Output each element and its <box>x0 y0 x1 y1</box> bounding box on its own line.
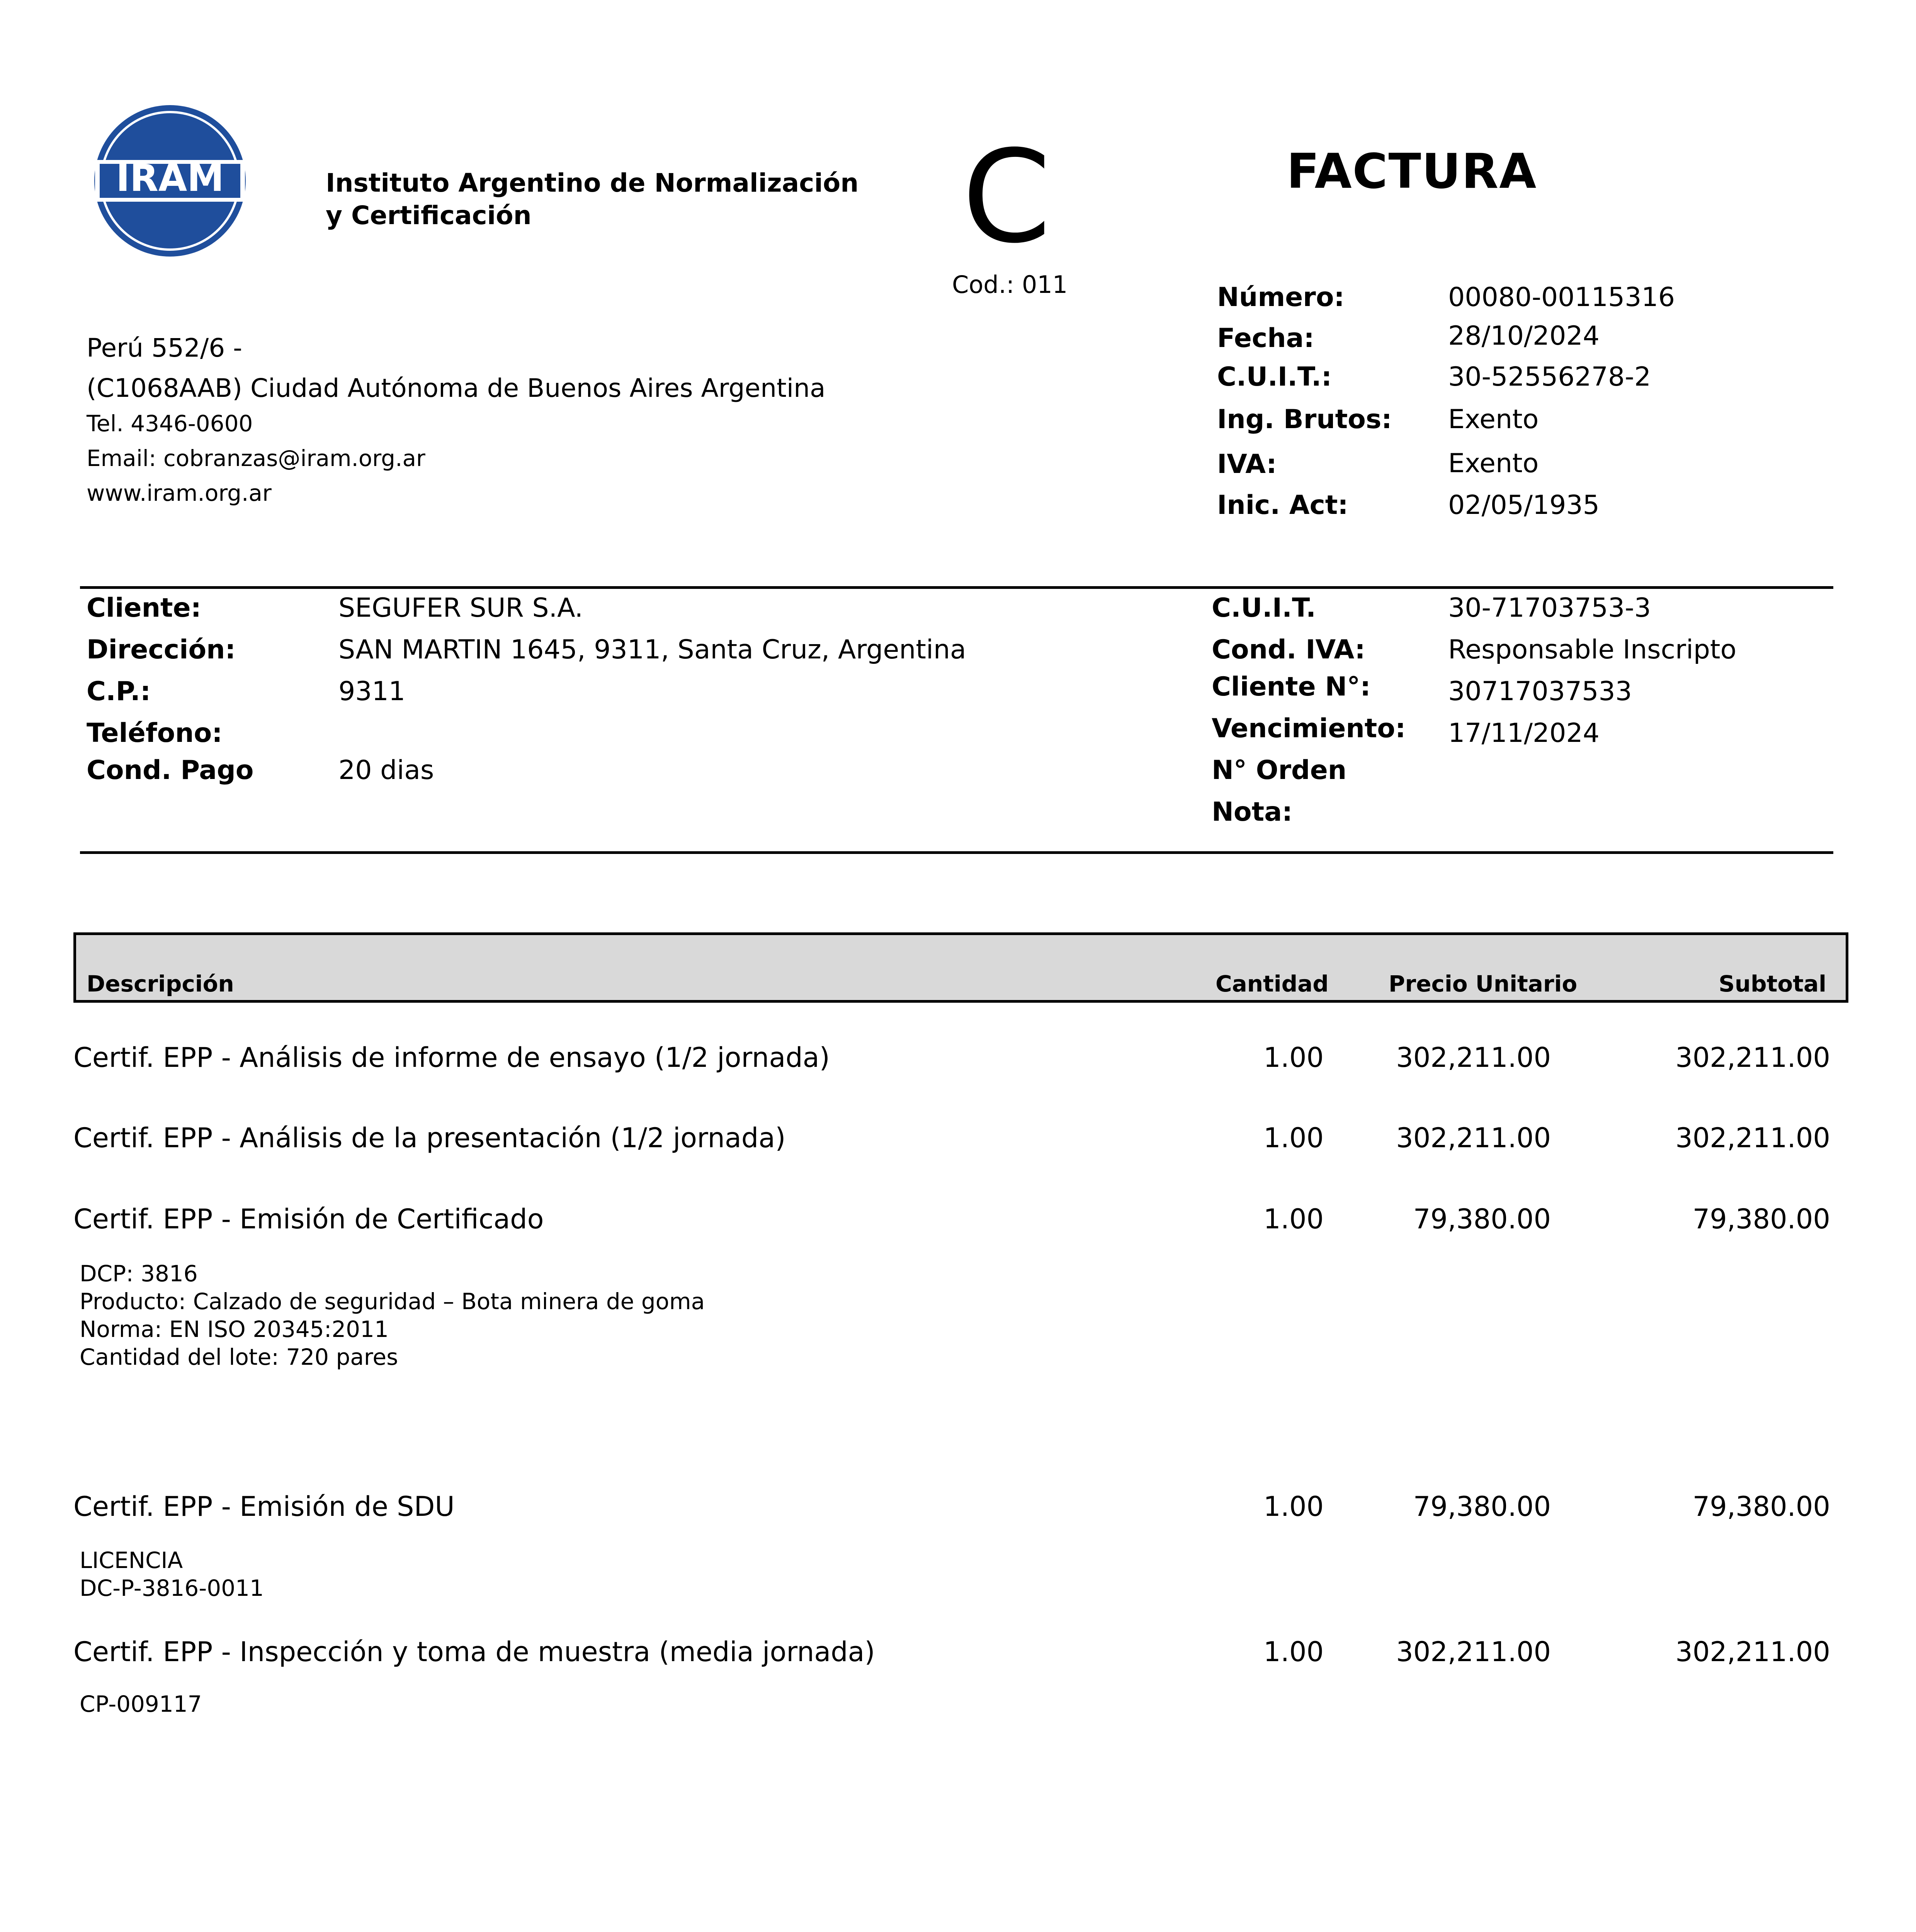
row-quantity: 1.00 <box>1263 1042 1324 1073</box>
client-cp-label: C.P.: <box>87 676 151 707</box>
row-unit-price: 79,380.00 <box>1413 1203 1551 1235</box>
row-note: DC-P-3816-0011 <box>80 1575 264 1601</box>
row-note: LICENCIA <box>80 1547 183 1573</box>
invoice-number-label: Número: <box>1217 282 1345 313</box>
table-header <box>73 932 1848 1003</box>
row-description: Certif. EPP - Análisis de la presentación (1/2 jornada) <box>73 1122 786 1154</box>
row-quantity: 1.00 <box>1263 1122 1324 1154</box>
client-condiva-value: Responsable Inscripto <box>1448 634 1737 665</box>
client-number-label: Cliente N°: <box>1212 672 1371 702</box>
client-due-label: Vencimiento: <box>1212 713 1406 744</box>
th-subtotal: Subtotal <box>1719 971 1826 997</box>
client-order-label: N° Orden <box>1212 755 1347 786</box>
client-note-label: Nota: <box>1212 797 1293 827</box>
invoice-ib-label: Ing. Brutos: <box>1217 404 1392 435</box>
divider-top <box>80 586 1833 589</box>
invoice-cuit-value: 30-52556278-2 <box>1448 362 1651 392</box>
invoice-date-value: 28/10/2024 <box>1448 321 1600 351</box>
client-cp-value: 9311 <box>338 676 406 707</box>
client-address-value: SAN MARTIN 1645, 9311, Santa Cruz, Argentina <box>338 634 966 665</box>
client-number-value: 30717037533 <box>1448 676 1632 707</box>
invoice-ib-value: Exento <box>1448 404 1539 435</box>
th-quantity: Cantidad <box>1216 971 1329 997</box>
client-cuit-value: 30-71703753-3 <box>1448 593 1651 623</box>
row-quantity: 1.00 <box>1263 1491 1324 1522</box>
row-subtotal: 302,211.00 <box>1675 1636 1830 1668</box>
invoice-inicact-label: Inic. Act: <box>1217 490 1348 520</box>
row-subtotal: 79,380.00 <box>1692 1491 1830 1522</box>
invoice-letter: C <box>962 123 1051 271</box>
row-unit-price: 302,211.00 <box>1396 1122 1551 1154</box>
row-subtotal: 302,211.00 <box>1675 1042 1830 1073</box>
invoice-iva-value: Exento <box>1448 448 1539 479</box>
client-name-label: Cliente: <box>87 593 201 623</box>
row-unit-price: 79,380.00 <box>1413 1491 1551 1522</box>
client-phone-label: Teléfono: <box>87 718 223 748</box>
row-note: Producto: Calzado de seguridad – Bota minera de goma <box>80 1288 705 1315</box>
row-description: Certif. EPP - Emisión de Certificado <box>73 1203 544 1235</box>
client-due-value: 17/11/2024 <box>1448 718 1600 748</box>
client-name-value: SEGUFER SUR S.A. <box>338 593 583 623</box>
row-subtotal: 302,211.00 <box>1675 1122 1830 1154</box>
iram-logo <box>91 102 249 260</box>
issuer-email: Email: cobranzas@iram.org.ar <box>87 445 425 471</box>
invoice-title: FACTURA <box>1287 144 1537 199</box>
issuer-address-line2: (C1068AAB) Ciudad Autónoma de Buenos Aires Argentina <box>87 373 826 403</box>
client-cuit-label: C.U.I.T. <box>1212 593 1316 623</box>
row-description: Certif. EPP - Análisis de informe de ensayo (1/2 jornada) <box>73 1042 830 1073</box>
client-condpago-value: 20 dias <box>338 755 434 786</box>
client-condiva-label: Cond. IVA: <box>1212 634 1365 665</box>
row-quantity: 1.00 <box>1263 1203 1324 1235</box>
row-note: CP-009117 <box>80 1691 202 1717</box>
row-note: DCP: 3816 <box>80 1260 198 1287</box>
client-address-label: Dirección: <box>87 634 236 665</box>
client-condpago-label: Cond. Pago <box>87 755 254 786</box>
row-description: Certif. EPP - Inspección y toma de muestra (media jornada) <box>73 1636 875 1668</box>
invoice-inicact-value: 02/05/1935 <box>1448 490 1600 520</box>
row-description: Certif. EPP - Emisión de SDU <box>73 1491 455 1522</box>
invoice-date-label: Fecha: <box>1217 323 1314 354</box>
issuer-phone: Tel. 4346-0600 <box>87 410 253 437</box>
row-note: Norma: EN ISO 20345:2011 <box>80 1316 389 1342</box>
th-description: Descripción <box>87 971 234 997</box>
invoice-cod: Cod.: 011 <box>952 270 1068 299</box>
issuer-address-line1: Perú 552/6 - <box>87 333 242 363</box>
invoice-number-value: 00080-00115316 <box>1448 282 1675 313</box>
logo-text: IRAM <box>116 156 224 200</box>
row-unit-price: 302,211.00 <box>1396 1636 1551 1668</box>
issuer-web: www.iram.org.ar <box>87 480 272 506</box>
row-note: Cantidad del lote: 720 pares <box>80 1344 398 1370</box>
row-unit-price: 302,211.00 <box>1396 1042 1551 1073</box>
th-unit-price: Precio Unitario <box>1389 971 1578 997</box>
invoice-iva-label: IVA: <box>1217 449 1277 480</box>
invoice-cuit-label: C.U.I.T.: <box>1217 362 1332 392</box>
row-subtotal: 79,380.00 <box>1692 1203 1830 1235</box>
row-quantity: 1.00 <box>1263 1636 1324 1668</box>
divider-client <box>80 851 1833 854</box>
company-name: Instituto Argentino de Normalización y Certificación <box>326 168 859 230</box>
